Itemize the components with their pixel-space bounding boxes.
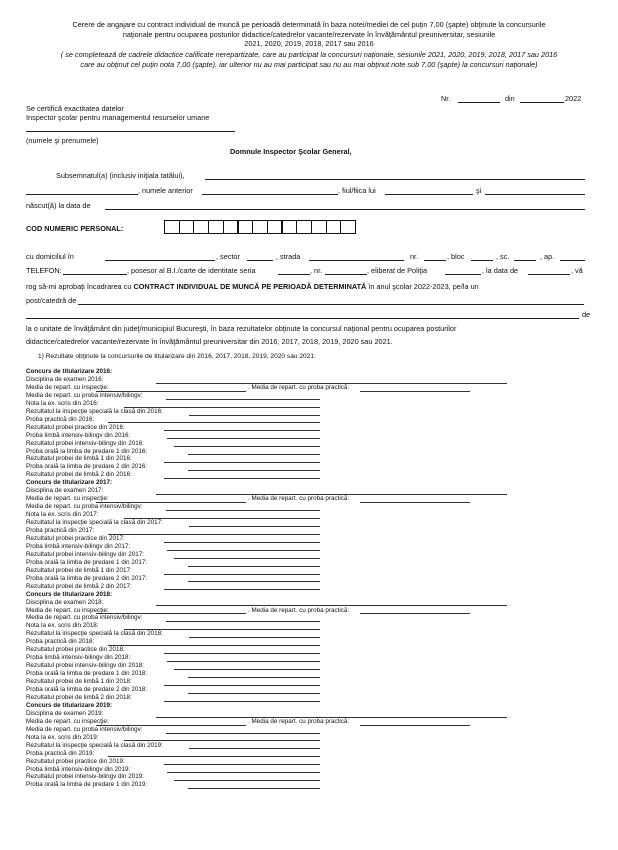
contest-row-label: Media de repart. cu proba intensiv/bilingv: (26, 391, 143, 399)
cnp-digit-box[interactable] (252, 220, 268, 234)
addressee: Domnule Inspector Şcolar General, (230, 147, 352, 156)
contest-row (26, 694, 132, 701)
contest-row (26, 750, 94, 757)
contest-row (26, 638, 94, 645)
cnp-digit-box[interactable] (193, 220, 209, 234)
inspector-name-caption: (numele şi prenumele) (26, 136, 99, 145)
contest-row (26, 646, 125, 653)
contest-row-field[interactable] (167, 661, 320, 662)
contest-row (26, 408, 163, 415)
cnp-digit-box[interactable] (326, 220, 342, 234)
unit-paragraph-line-2: didactice/catedrelor vacante/rezervate în învăţământul preuniversitar din 2016, 2017, 2018, 2019, 2020 sau 2021. (26, 337, 393, 346)
contest-row-label: Media de repart. cu inspecţie: (26, 606, 109, 614)
contest-row-label: Proba limbă intensiv-bilingv din 2017: (26, 542, 131, 550)
contest-row (26, 495, 350, 503)
contest-row-field[interactable] (174, 669, 320, 670)
contest-row-field[interactable] (188, 566, 320, 567)
contest-row-label: Proba limbă intensiv-bilingv din 2019: (26, 765, 131, 773)
contest-row-field[interactable] (164, 542, 320, 543)
contest-row (26, 606, 350, 614)
contest-row-label: Rezultatul probei de limbă 1 din 2016: (26, 455, 132, 463)
practical-exam-average-label: . Media de repart. cu proba practică: (248, 717, 350, 725)
post-label: post/catedră de (26, 296, 77, 305)
contest-row-label: Media de repart. cu proba intensiv/bilingv: (26, 503, 143, 511)
contest-row-field[interactable] (167, 438, 320, 439)
address-city-field[interactable] (105, 260, 215, 261)
contest-row (26, 773, 144, 780)
contest-row-field[interactable] (167, 550, 320, 551)
contest-title: Concurs de titularizare 2019: (26, 701, 113, 709)
contest-row-label: Media de repart. cu inspecţie: (26, 495, 109, 503)
contest-row (26, 575, 147, 582)
contest-row-field[interactable] (108, 645, 320, 646)
address-block-label: , bloc (447, 252, 465, 261)
contest-row (26, 742, 163, 749)
cnp-digit-box[interactable] (282, 220, 298, 234)
practical-exam-average-field[interactable] (360, 391, 470, 392)
cnp-digit-box[interactable] (296, 220, 312, 234)
cnp-digit-box[interactable] (238, 220, 254, 234)
contest-row-field[interactable] (188, 470, 320, 471)
contest-row-label: Media de repart. cu inspecţie: (26, 383, 109, 391)
contest-row (26, 432, 130, 439)
contest-row-label: Rezultatul probei practice din 2019: (26, 757, 125, 765)
contest-row-label: Rezultatul probei intensiv-bilingv din 2019: (26, 773, 144, 781)
contest-row-label: Media de repart. cu proba intensiv/bilingv: (26, 725, 143, 733)
contest-row-label: Rezultatul probei de limbă 2 din 2017: (26, 582, 132, 590)
cnp-digit-box[interactable] (223, 220, 239, 234)
contest-row (26, 670, 147, 677)
born-on-label: născut(ă) la data de (26, 201, 91, 210)
contest-row-label: Rezultatul probei intensiv-bilingv din 2018: (26, 662, 144, 670)
contest-row-label: Nota la ex. scris din 2018: (26, 622, 99, 630)
contest-row-label: Proba practică din 2018: (26, 638, 95, 646)
address-sector-field[interactable] (247, 260, 273, 261)
inspector-name-field[interactable] (26, 131, 235, 132)
contest-row-label: Rezultatul probei practice din 2018: (26, 646, 125, 654)
contest-row (26, 400, 98, 407)
contest-row (26, 511, 98, 518)
contest-row (26, 463, 147, 470)
address-sc-field[interactable] (514, 260, 536, 261)
practical-exam-average-label: . Media de repart. cu proba practică: (248, 606, 350, 614)
certification-line-1: Se certifică exactitatea datelor (26, 104, 124, 113)
undersigned-name-field[interactable] (205, 179, 585, 180)
contest-row-label: Nota la ex. scris din 2017: (26, 511, 99, 519)
id-date-label: , la data de (482, 266, 519, 275)
contest-row-label: Proba limbă intensiv-bilingv din 2016: (26, 431, 131, 439)
contest-row (26, 376, 103, 383)
practical-exam-average-field[interactable] (360, 613, 470, 614)
father-name-field[interactable] (385, 194, 473, 195)
id-issuer-label: , eliberat de Poliţia (367, 266, 428, 275)
address-city-label: cu domiciliul în (26, 252, 74, 261)
contest-row-label: Proba practică din 2016: (26, 415, 95, 423)
address-street-field[interactable] (309, 260, 404, 261)
post-de-label: de (582, 310, 591, 319)
registration-din-label: din (505, 94, 515, 103)
contest-row-field[interactable] (166, 621, 320, 622)
contest-row-label: Rezultatul probei de limbă 1 din 2017: (26, 566, 132, 574)
contest-row-field[interactable] (188, 454, 320, 455)
contest-row-field[interactable] (188, 693, 320, 694)
contest-row-label: Rezultatul probei intensiv-bilingv din 2016: (26, 439, 144, 447)
certification-line-2: Inspector şcolar pentru managementul resurselor umane (26, 113, 210, 122)
results-intro: 1) Rezultate obţinute la concursurile de titularizare din 2016, 2017, 2018, 2019, 2020 sau 2021: (38, 353, 316, 360)
contest-row-field[interactable] (189, 415, 320, 416)
contest-row-label: Rezultatul probei practice din 2016: (26, 423, 125, 431)
registration-year: 2022 (565, 94, 582, 103)
contest-row (26, 686, 147, 693)
practical-exam-average-field[interactable] (360, 725, 470, 726)
cnp-label: COD NUMERIC PERSONAL: (26, 224, 124, 233)
registration-nr-label: Nr. (441, 94, 451, 103)
contest-title: Concurs de titularizare 2018: (26, 590, 113, 598)
contest-row-label: Proba orală la limba de predare 2 din 2017: (26, 574, 148, 582)
contest-row (26, 583, 132, 590)
contest-row (26, 551, 144, 558)
address-street-label: , strada (276, 252, 301, 261)
contest-row (26, 416, 94, 423)
contest-row-field[interactable] (164, 574, 320, 575)
contest-row-label: Nota la ex. scris din 2019: (26, 733, 99, 741)
contest-row (26, 519, 163, 526)
contest-row-label: Media de repart. cu inspecţie: (26, 717, 109, 725)
id-nr-label: , nr. (310, 266, 323, 275)
contest-row-field[interactable] (108, 534, 320, 535)
request-part-1: rog să-mi aprobaţi încadrarea cu (26, 282, 132, 291)
contest-row (26, 503, 143, 510)
contest-row-label: Nota la ex. scris din 2016: (26, 399, 99, 407)
contest-row (26, 734, 98, 741)
contest-row-label: Disciplina de examen 2019: (26, 709, 104, 717)
id-date-field[interactable] (528, 274, 570, 275)
contest-row-label: Rezultatul probei de limbă 2 din 2016: (26, 471, 132, 479)
contest-row (26, 383, 350, 391)
post-field-continued[interactable] (26, 318, 579, 319)
contest-row (26, 622, 98, 629)
phone-field[interactable] (63, 274, 127, 275)
contest-row-label: Rezultatul probei practice din 2017: (26, 534, 125, 542)
contest-row-label: Disciplina de examen 2016: (26, 375, 104, 383)
post-field[interactable] (78, 304, 584, 305)
address-block-field[interactable] (471, 260, 493, 261)
practical-exam-average-label: . Media de repart. cu proba practică: (248, 495, 350, 503)
form-title-line-1: Cerere de angajare cu contract individual de muncă pe perioadă determinată în baza notei/mediei de cel puţin 7,00 (şapte) obţinute la concursurile (72, 20, 546, 29)
contest-row (26, 440, 144, 447)
contest-row (26, 527, 94, 534)
contest-row-label: Proba practică din 2017: (26, 527, 95, 534)
contest-row (26, 781, 147, 788)
contest-row (26, 678, 132, 685)
contest-row (26, 559, 147, 566)
unit-paragraph-line-1: la o unitate de învăţământ din judeţ/municipiul Bucureşti, în baza rezultatelor obţinute la concursul naţional pentru ocuparea posturilor (26, 324, 457, 333)
contest-row-field[interactable] (164, 653, 320, 654)
address-nr-label: nr. (410, 252, 419, 261)
contest-title: Concurs de titularizare 2016: (26, 368, 113, 375)
birth-date-field[interactable] (105, 209, 585, 210)
contest-row-label: Rezultatul probei intensiv-bilingv din 2017: (26, 550, 144, 558)
id-series-label: , posesor al B.I./carte de identitate seria (127, 266, 256, 275)
id-va-label: , vă (571, 266, 583, 275)
cnp-digit-box[interactable] (340, 220, 356, 234)
contest-row-label: Proba practică din 2019: (26, 749, 95, 757)
contest-row-label: Proba limbă intensiv-bilingv din 2018: (26, 654, 131, 662)
contest-row-field[interactable] (174, 446, 320, 447)
cnp-digit-box[interactable] (267, 220, 283, 234)
contest-row-label: Proba orală la limba de predare 2 din 2018: (26, 686, 148, 693)
contest-row (26, 567, 132, 574)
contest-row-field[interactable] (164, 685, 320, 686)
contest-row (26, 654, 130, 661)
contest-row-label: Rezultatul la inspecţie specială la clasă din 2018: (26, 630, 163, 638)
contest-row-label: Rezultatul la inspecţie specială la clasă din 2019: (26, 741, 163, 749)
contest-row-label: Proba orală la limba de predare 1 din 2018: (26, 670, 148, 678)
and-label: şi (476, 186, 482, 195)
form-title-line-2: naţionale pentru ocuparea posturilor didactice/catedrelor vacante/rezervate în învăţământul preuniversitar, sesiunile (122, 29, 496, 39)
address-sector-label: , sector (216, 252, 240, 261)
contest-title: Concurs de titularizare 2017: (26, 479, 113, 487)
request-part-2: în anul şcolar 2022-2023, pe/la un (368, 282, 479, 291)
address-ap-field[interactable] (560, 260, 585, 261)
address-sc-label: , sc. (496, 252, 510, 261)
contest-row-label: Disciplina de examen 2018: (26, 598, 104, 606)
form-title-line-3: 2021, 2020, 2019, 2018, 2017 sau 2016 (244, 39, 374, 49)
contest-row-field[interactable] (164, 430, 320, 431)
contest-row-field[interactable] (189, 637, 320, 638)
contest-row-label: Proba orală la limba de predare 1 din 2017: (26, 558, 148, 566)
contest-row (26, 487, 103, 494)
mother-name-field[interactable] (485, 194, 585, 195)
contest-row-label: Rezultatul probei de limbă 2 din 2018: (26, 693, 132, 701)
contest-row-field[interactable] (164, 589, 320, 590)
child-of-label: , fiul/fiica lui (338, 186, 376, 195)
form-note-line-2: care au obţinut cel puţin nota 7,00 (şapte), iar ulterior nu au mai participat sau nu au mai obţinut note sub 7,00 (şapte) la concursuri naţionale) (80, 59, 538, 69)
contest-row (26, 392, 143, 399)
contest-row-field[interactable] (167, 772, 320, 773)
contest-row-label: Proba orală la limba de predare 1 din 2016: (26, 447, 148, 455)
contest-row (26, 535, 125, 542)
registration-nr-field[interactable] (458, 102, 500, 103)
contest-row-field[interactable] (166, 733, 320, 734)
id-series-field[interactable] (278, 274, 310, 275)
contest-row-field[interactable] (188, 677, 320, 678)
name-continuation-field[interactable] (26, 194, 138, 195)
contest-row-field[interactable] (164, 478, 320, 479)
contest-row (26, 455, 132, 462)
contest-row-field[interactable] (164, 462, 320, 463)
contest-row-field[interactable] (164, 701, 320, 702)
contest-row-field[interactable] (188, 788, 320, 789)
id-nr-field[interactable] (325, 274, 367, 275)
form-note-line-1: ( se completează de cadrele didactice calificate nerepartizate, care au participat la concursuri naţionale, sesiunile 2021, 2020, 2019, 2018, 2017 sau 2016 (60, 50, 558, 59)
cnp-digit-box[interactable] (311, 220, 327, 234)
contest-row-field[interactable] (108, 422, 320, 423)
former-names-label: , numele anterior (138, 186, 193, 195)
contest-row (26, 543, 130, 550)
contest-row-label: Proba orală la limba de predare 2 din 2016: (26, 463, 148, 471)
undersigned-label: Subsemnatul(a) (inclusiv iniţiala tatălui), (56, 171, 185, 180)
contest-row-label: Rezultatul la inspecţie specială la clasă din 2017: (26, 519, 163, 527)
cnp-digit-box[interactable] (179, 220, 195, 234)
request-contract-type: CONTRACT INDIVIDUAL DE MUNCĂ PE PERIOADĂ DETERMINATĂ (133, 282, 367, 291)
contest-row-field[interactable] (188, 581, 320, 582)
contest-row (26, 614, 143, 621)
contest-row (26, 599, 103, 606)
cnp-digit-box[interactable] (208, 220, 224, 234)
contest-row-field[interactable] (189, 526, 320, 527)
practical-exam-average-field[interactable] (360, 502, 470, 503)
contest-row-label: Media de repart. cu proba intensiv/bilingv: (26, 614, 143, 622)
contest-row (26, 710, 103, 717)
contest-row-field[interactable] (174, 780, 320, 781)
contest-row-field[interactable] (108, 756, 320, 757)
address-nr-field[interactable] (424, 260, 446, 261)
contest-row (26, 448, 147, 455)
contest-row-field[interactable] (164, 764, 320, 765)
address-ap-label: , ap. (540, 252, 555, 261)
id-issuer-field[interactable] (445, 274, 481, 275)
contest-row-label: Proba orală la limba de predare 1 din 2019: (26, 781, 148, 789)
contest-row-label: Rezultatul la inspecţie specială la clasă din 2016: (26, 407, 163, 415)
contest-row-field[interactable] (166, 399, 320, 400)
practical-exam-average-label: . Media de repart. cu proba practică: (248, 383, 350, 391)
contest-row (26, 471, 132, 478)
contest-row (26, 630, 163, 637)
contest-row (26, 717, 350, 725)
contest-row (26, 758, 125, 765)
contest-row-field[interactable] (166, 510, 320, 511)
contest-row (26, 662, 144, 669)
registration-date-field[interactable] (520, 102, 564, 103)
contest-row (26, 424, 125, 431)
request-text (26, 282, 479, 291)
contest-row (26, 726, 143, 733)
contest-row-field[interactable] (189, 748, 320, 749)
cnp-digit-box[interactable] (164, 220, 180, 234)
cnp-input-boxes[interactable] (164, 220, 355, 234)
contest-row (26, 766, 130, 773)
contest-row-field[interactable] (174, 558, 320, 559)
contest-row-label: Disciplina de examen 2017: (26, 487, 104, 495)
contest-row-label: Rezultatul probei de limbă 1 din 2018: (26, 678, 132, 686)
former-names-field[interactable] (202, 194, 338, 195)
phone-label: TELEFON: (26, 266, 62, 275)
